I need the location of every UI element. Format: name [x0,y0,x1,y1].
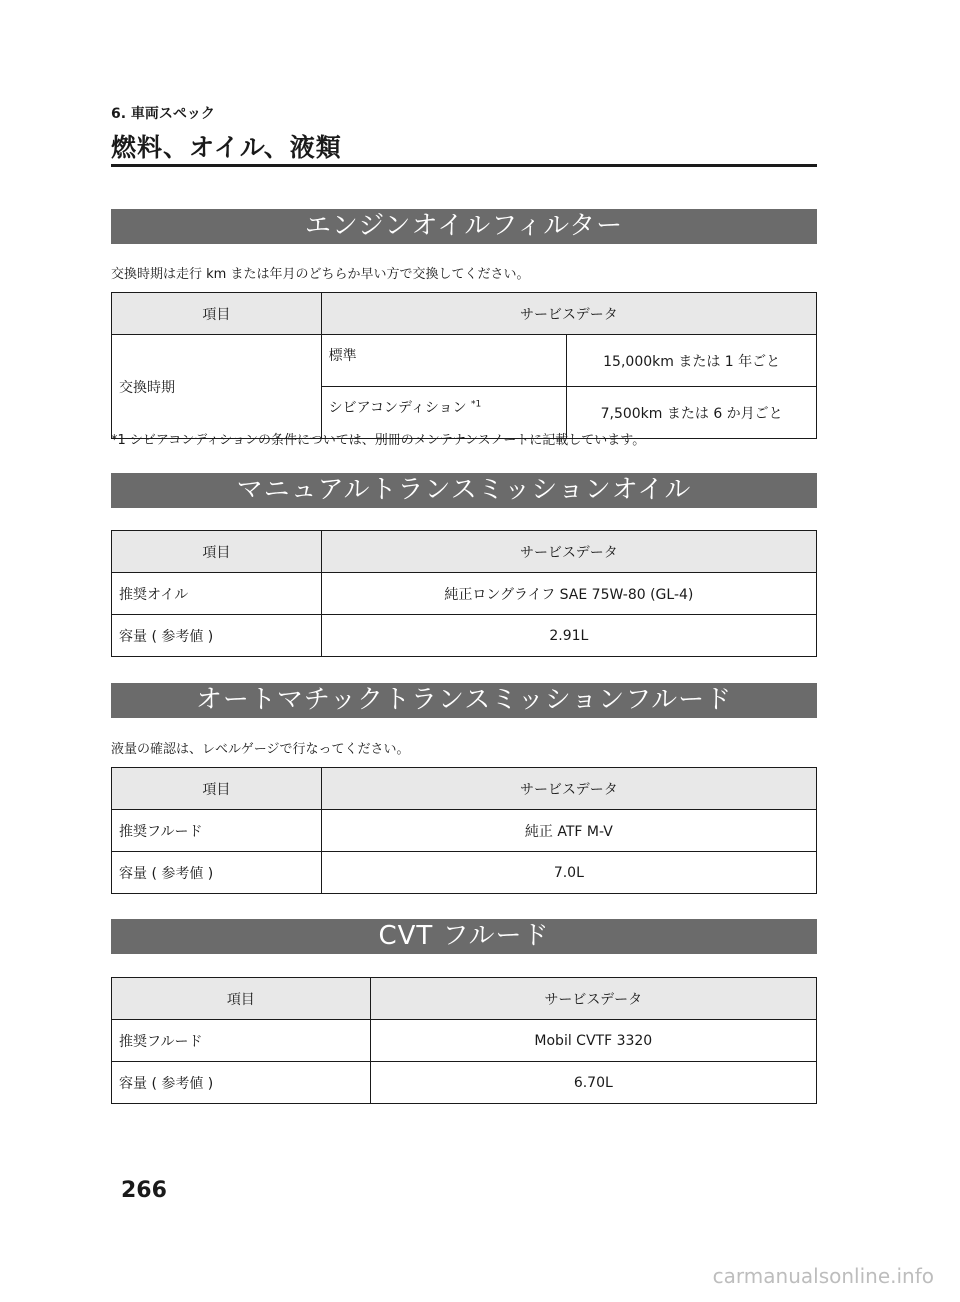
section-banner-cvt: CVT フルード [111,919,817,954]
table-row [112,615,817,657]
value-standard: 15,000km または 1 年ごと [567,335,817,387]
column-header-item: 項目 [112,531,322,573]
column-header-service-data: サービスデータ [321,531,816,573]
oil-filter-footnote: *1 シビアコンディションの条件については、別冊のメンテナンスノートに記載しています。 [111,433,646,448]
table-row [112,1020,817,1062]
row-value: 7.0L [321,852,816,894]
row-label: 推奨フルード [112,1020,371,1062]
chapter-heading: 6. 車両スペック [111,106,215,122]
table-header-row [112,978,817,1020]
automatic-transmission-table [111,767,817,894]
section-banner-manual-transmission: マニュアルトランスミッションオイル [111,473,817,508]
table-row [112,1062,817,1104]
row-label: 推奨オイル [112,573,322,615]
manual-transmission-table [111,530,817,657]
row-label: 推奨フルード [112,810,322,852]
section-banner-oil-filter: エンジンオイルフィルター [111,209,817,244]
footnote-mark: *1 [471,399,482,410]
table-row [112,810,817,852]
page-number: 266 [121,1178,167,1203]
oil-filter-table [111,292,817,439]
column-header-service-data: サービスデータ [321,293,816,335]
table-header-row [112,293,817,335]
row-label: 容量 ( 参考値 ) [112,615,322,657]
row-label: 容量 ( 参考値 ) [112,852,322,894]
cvt-table [111,977,817,1104]
row-value: 2.91L [321,615,816,657]
column-header-service-data: サービスデータ [370,978,816,1020]
table-row [112,335,817,387]
section-banner-automatic-transmission: オートマチックトランスミッションフルード [111,683,817,718]
row-value: Mobil CVTF 3320 [370,1020,816,1062]
title-divider [111,164,817,167]
oil-filter-intro: 交換時期は走行 km または年月のどちらか早い方で交換してください。 [111,267,530,282]
column-header-service-data: サービスデータ [321,768,816,810]
condition-severe-label: シビアコンディション [328,400,467,416]
page-title: 燃料、オイル、液類 [111,133,342,162]
table-row [112,852,817,894]
column-header-item: 項目 [112,293,322,335]
table-row [112,573,817,615]
row-label-replacement-interval: 交換時期 [112,335,322,439]
row-value: 純正ロングライフ SAE 75W-80 (GL-4) [321,573,816,615]
value-severe: 7,500km または 6 か月ごと [567,387,817,439]
atf-intro: 液量の確認は、レベルゲージで行なってください。 [111,742,410,757]
row-value: 純正 ATF M-V [321,810,816,852]
table-header-row [112,531,817,573]
column-header-item: 項目 [112,768,322,810]
condition-standard: 標準 [321,335,567,387]
column-header-item: 項目 [112,978,371,1020]
row-label: 容量 ( 参考値 ) [112,1062,371,1104]
watermark: carmanualsonline.info [712,1264,934,1288]
row-value: 6.70L [370,1062,816,1104]
table-header-row [112,768,817,810]
